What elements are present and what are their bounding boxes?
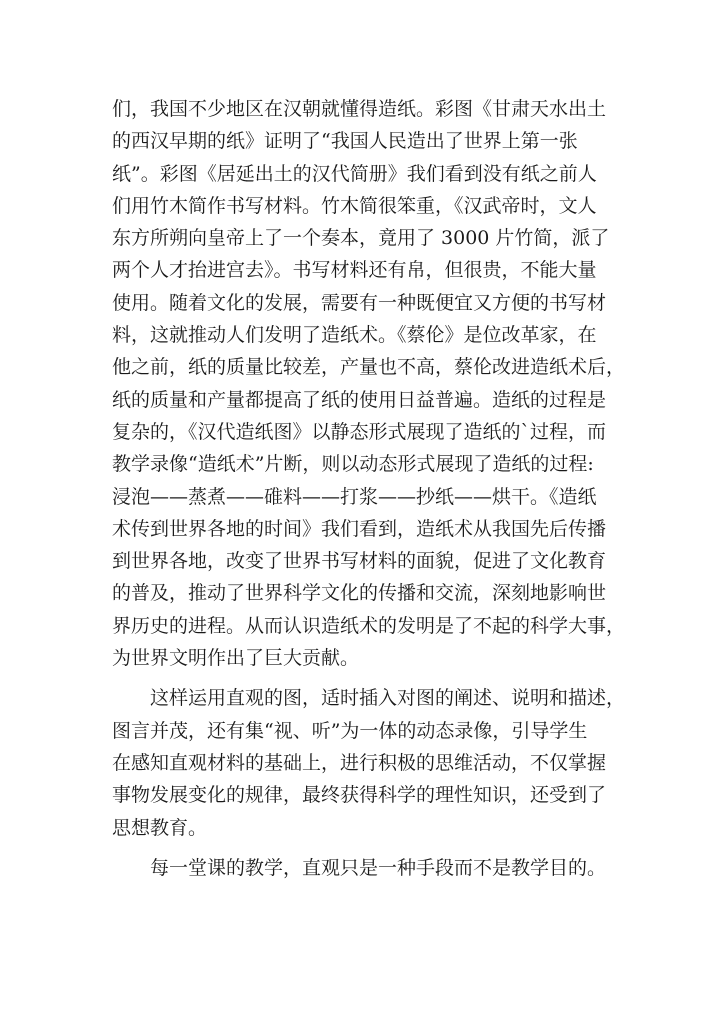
text-line: 纸”。彩图《居延出土的汉代简册》我们看到没有纸之前人	[112, 162, 597, 185]
text-line: 为世界文明作出了巨大贡献。	[112, 647, 360, 670]
text-line: 思想教育。	[112, 816, 208, 839]
text-line: 纸的质量和产量都提高了纸的使用日益普遍。造纸的过程是	[112, 388, 607, 411]
text-line: 使用。随着文化的发展，需要有一种既便宜又方便的书写材	[112, 291, 607, 314]
text-line: 教学录像“造纸术”片断，则以动态形式展现了造纸的过程:	[112, 453, 594, 476]
text-line: 复杂的，《汉代造纸图》以静态形式展现了造纸的`过程，而	[112, 420, 607, 443]
text-line: 界历史的进程。从而认识造纸术的发明是了不起的科学大事，	[112, 614, 626, 637]
text-line: 浸泡——蒸煮——碓料——打浆——抄纸——烘干。《造纸	[112, 485, 597, 508]
text-line: 术传到世界各地的时间》我们看到，造纸术从我国先后传播	[112, 517, 607, 540]
document-body	[112, 93, 632, 884]
text-line: 料，这就推动人们发明了造纸术。《蔡伦》是位改革家，在	[112, 324, 597, 347]
paragraph-1	[112, 93, 632, 674]
paragraph-3	[112, 852, 632, 884]
text-line: 东方所朔向皇帝上了一个奏本，竟用了 3000 片竹简，派了	[112, 227, 610, 250]
text-line: 事物发展变化的规律，最终获得科学的理性知识，还受到了	[112, 784, 607, 807]
text-line: 们，我国不少地区在汉朝就懂得造纸。彩图《甘肃天水出土	[112, 98, 607, 120]
text-line: 他之前，纸的质量比较差，产量也不高，蔡伦改进造纸术后，	[112, 356, 626, 379]
text-line: 图言并茂，还有集“视、听”为一体的动态录像，引导学生	[112, 719, 588, 742]
text-line: 到世界各地，改变了世界书写材料的面貌，促进了文化教育	[112, 550, 607, 573]
text-line: 的普及，推动了世界科学文化的传播和交流，深刻地影响世	[112, 582, 607, 605]
text-line: 两个人才抬进宫去》。书写材料还有帛，但很贵，不能大量	[112, 259, 597, 282]
text-line: 这样运用直观的图，适时插入对图的阐述、说明和描述，	[150, 687, 626, 710]
paragraph-spacer	[112, 674, 632, 682]
text-line: 的西汉早期的纸》证明了“我国人民造出了世界上第一张	[112, 130, 578, 153]
text-line: 们用竹木简作书写材料。竹木简很笨重，《汉武帝时，文人	[112, 194, 597, 217]
text-line: 在感知直观材料的基础上，进行积极的思维活动，不仅掌握	[112, 751, 607, 774]
text-line: 每一堂课的教学，直观只是一种手段而不是教学目的。	[150, 856, 607, 879]
paragraph-spacer	[112, 844, 632, 852]
paragraph-2	[112, 682, 632, 843]
